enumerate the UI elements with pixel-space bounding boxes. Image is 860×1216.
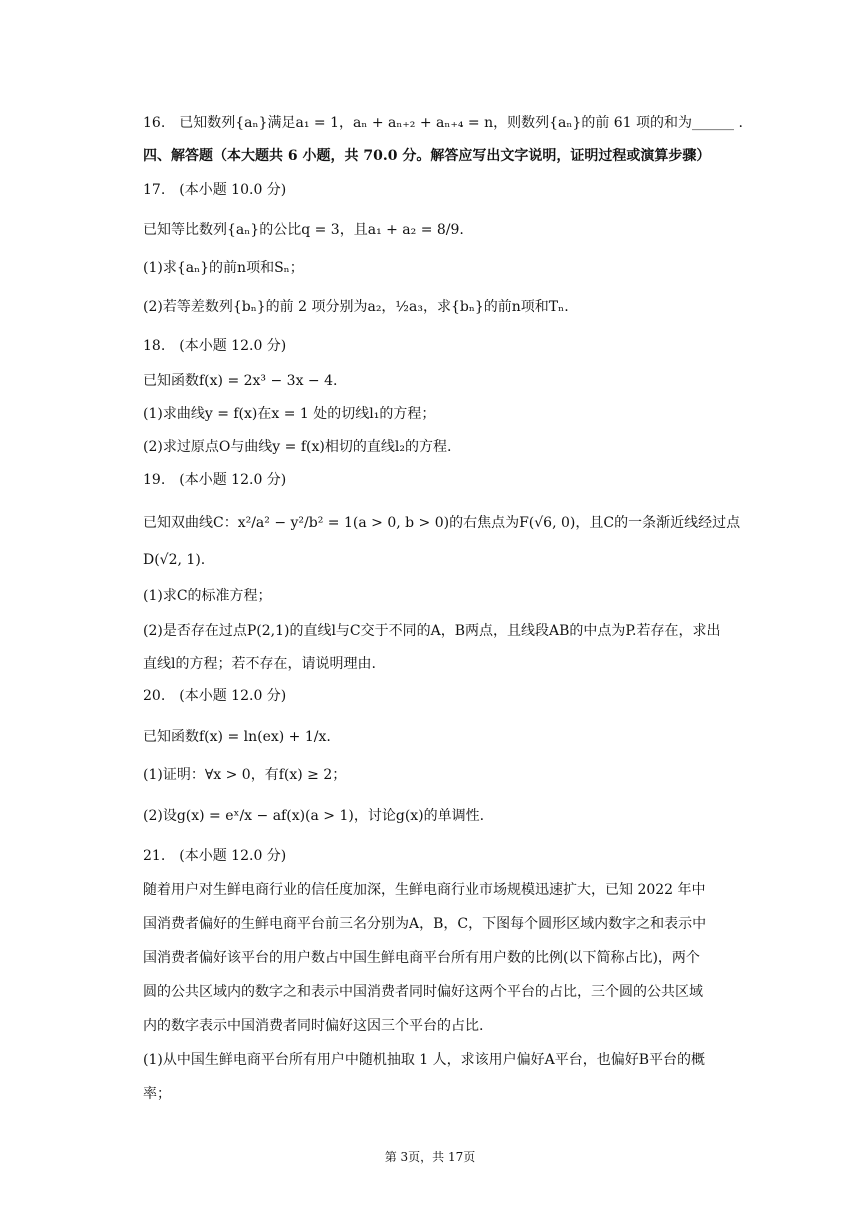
question-21-para-line-2: 国消费者偏好的生鲜电商平台前三名分别为A，B，C，下图每个圆形区域内数字之和表示中 xyxy=(143,916,707,932)
page-footer: 第 3页，共 17页 xyxy=(384,1150,476,1164)
question-21-header: 21. (本小题 12.0 分) xyxy=(143,848,287,864)
question-16: 16. 已知数列{aₙ}满足a₁ = 1，aₙ + aₙ₊₂ + aₙ₊₄ = n，则数列{aₙ}的前 61 项的和为______ . xyxy=(143,115,743,131)
question-18-header: 18. (本小题 12.0 分) xyxy=(143,338,287,354)
question-19-part-2: (2)是否存在过点P(2,1)的直线l与C交于不同的A，B两点，且线段AB的中点为P.若存在，求出 xyxy=(143,623,721,639)
question-17-header: 17. (本小题 10.0 分) xyxy=(143,182,287,198)
question-21-para-line-3: 国消费者偏好该平台的用户数占中国生鲜电商平台所有用户数的比例(以下简称占比)，两个 xyxy=(143,950,700,966)
question-18-part-1: (1)求曲线y = f(x)在x = 1 处的切线l₁的方程； xyxy=(143,406,436,422)
question-18-part-2: (2)求过原点O与曲线y = f(x)相切的直线l₂的方程. xyxy=(143,439,452,455)
question-19-stem-cont: D(√2, 1). xyxy=(143,552,206,568)
section-heading: 四、解答题（本大题共 6 小题，共 70.0 分。解答应写出文字说明，证明过程或演算步骤） xyxy=(143,148,711,164)
question-19-part-1: (1)求C的标准方程； xyxy=(143,588,272,604)
question-19-header: 19. (本小题 12.0 分) xyxy=(143,472,287,488)
question-17-part-1: (1)求{aₙ}的前n项和Sₙ； xyxy=(143,260,304,276)
question-20-stem: 已知函数f(x) = ln(ex) + 1/x. xyxy=(143,729,331,745)
question-21-para-line-1: 随着用户对生鲜电商行业的信任度加深，生鲜电商行业市场规模迅速扩大，已知 2022 年中 xyxy=(143,882,706,898)
question-21-part-1-cont: 率； xyxy=(143,1086,171,1102)
question-19-part-2-cont: 直线l的方程；若不存在，请说明理由. xyxy=(143,656,376,672)
question-21-para-line-5: 内的数字表示中国消费者同时偏好这因三个平台的占比. xyxy=(143,1018,484,1034)
question-20-part-2: (2)设g(x) = eˣ/x − af(x)(a > 1)，讨论g(x)的单调性. xyxy=(143,808,485,824)
question-20-header: 20. (本小题 12.0 分) xyxy=(143,688,287,704)
question-21-para-line-4: 圆的公共区域内的数字之和表示中国消费者同时偏好这两个平台的占比，三个圆的公共区域 xyxy=(143,984,703,1000)
question-20-part-1: (1)证明：∀x > 0，有f(x) ≥ 2； xyxy=(143,767,347,783)
question-21-part-1: (1)从中国生鲜电商平台所有用户中随机抽取 1 人，求该用户偏好A平台，也偏好B平台的概 xyxy=(143,1052,706,1068)
question-18-stem: 已知函数f(x) = 2x³ − 3x − 4. xyxy=(143,373,338,389)
question-17-part-2: (2)若等差数列{bₙ}的前 2 项分别为a₂，½a₃，求{bₙ}的前n项和Tₙ. xyxy=(143,299,569,315)
question-17-stem: 已知等比数列{aₙ}的公比q = 3，且a₁ + a₂ = 8/9. xyxy=(143,222,464,238)
question-19-stem: 已知双曲线C：x²/a² − y²/b² = 1(a > 0, b > 0)的右焦点为F(√6, 0)，且C的一条渐近线经过点 xyxy=(143,515,741,531)
